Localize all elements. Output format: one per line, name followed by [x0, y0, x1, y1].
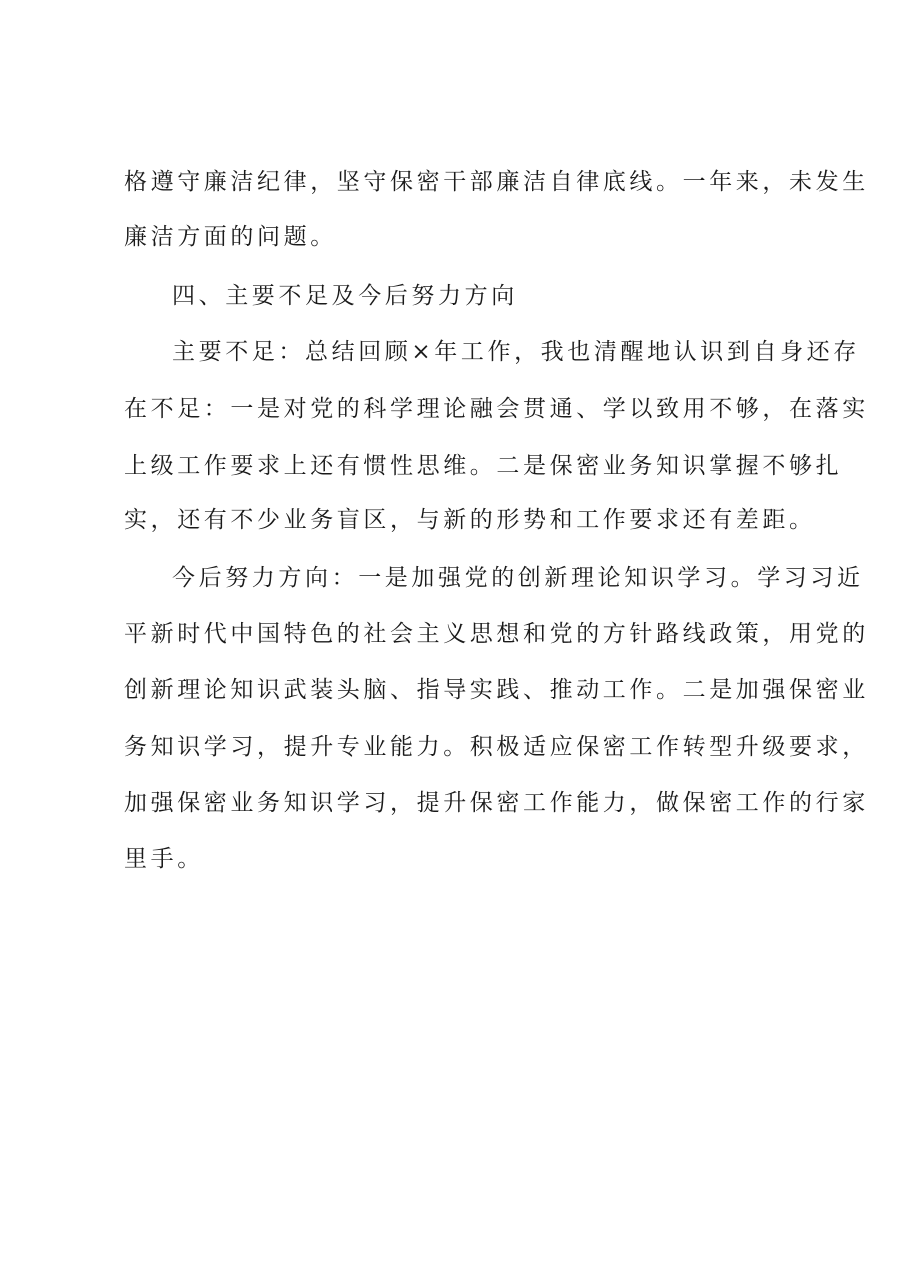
paragraph-line: 今后努力方向：一是加强党的创新理论知识学习。学习习近: [172, 565, 864, 591]
paragraph-line: 里手。: [124, 846, 204, 872]
paragraph-line: 主要不足：总结回顾×年工作，我也清醒地认识到自身还存: [172, 339, 860, 365]
paragraph-line: 上级工作要求上还有惯性思维。二是保密业务知识掌握不够扎: [124, 453, 843, 479]
section-heading: 四、主要不足及今后努力方向: [172, 283, 518, 309]
paragraph-line: 加强保密业务知识学习，提升保密工作能力，做保密工作的行家: [124, 790, 869, 816]
paragraph-line: 实，还有不少业务盲区，与新的形势和工作要求还有差距。: [124, 507, 816, 533]
paragraph-line: 廉洁方面的问题。: [124, 224, 337, 250]
paragraph-line: 创新理论知识武装头脑、指导实践、推动工作。二是加强保密业: [124, 677, 869, 703]
paragraph-line: 务知识学习，提升专业能力。积极适应保密工作转型升级要求，: [124, 734, 869, 760]
paragraph-line: 平新时代中国特色的社会主义思想和党的方针路线政策，用党的: [124, 621, 869, 647]
paragraph-line: 格遵守廉洁纪律，坚守保密干部廉洁自律底线。一年来，未发生: [124, 169, 869, 195]
paragraph-line: 在不足：一是对党的科学理论融会贯通、学以致用不够，在落实: [124, 396, 869, 422]
